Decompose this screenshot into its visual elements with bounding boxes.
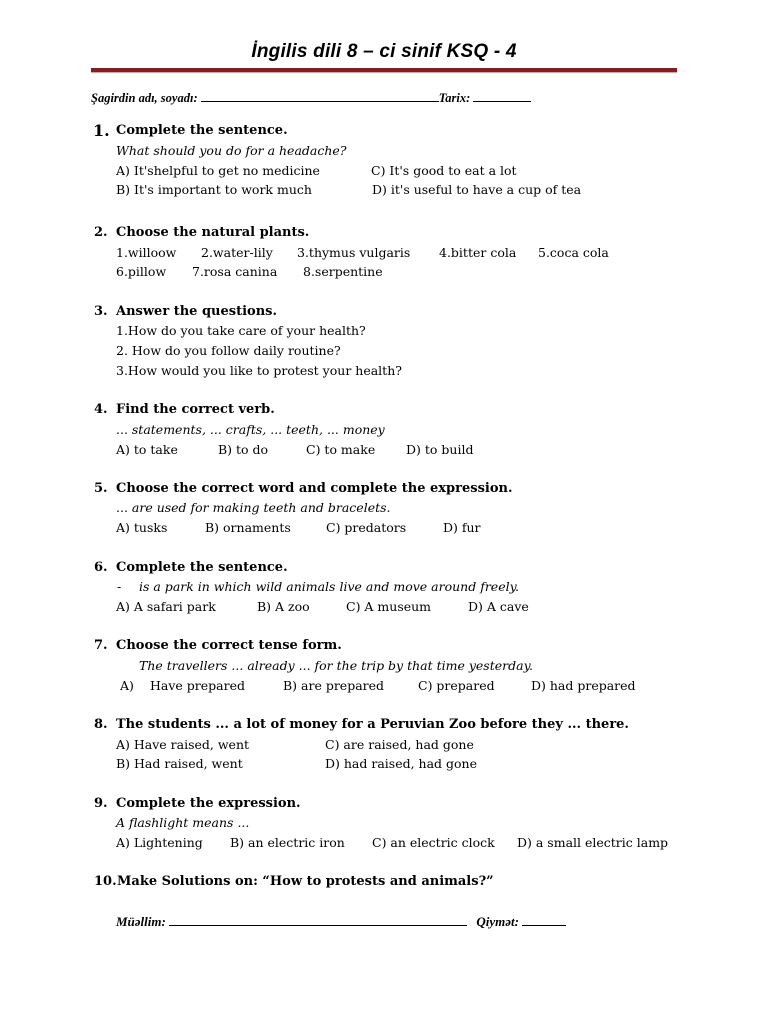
- option-a: A) It'shelpful to get no medicine: [116, 163, 320, 178]
- option-b: B) to do: [218, 442, 269, 457]
- option-d: D) to build: [406, 442, 474, 457]
- plant-item: 5.coca cola: [538, 245, 609, 260]
- option-b: B) It's important to work much: [116, 182, 312, 197]
- option-a: A) A safari park: [116, 599, 216, 614]
- option-c: C) It's good to eat a lot: [371, 163, 517, 178]
- option-b: B) ornaments: [205, 520, 291, 535]
- option-a: A) tusks: [116, 520, 168, 535]
- question-heading: Answer the questions.: [116, 304, 277, 319]
- option-b: B) an electric iron: [230, 835, 345, 850]
- option-a: A) Have raised, went: [116, 737, 250, 752]
- option-c: C) prepared: [418, 678, 495, 693]
- date-label: Tarix:: [438, 91, 471, 105]
- option-b: B) are prepared: [283, 678, 385, 693]
- plant-item: 7.rosa canina: [192, 264, 278, 279]
- question-heading: Complete the expression.: [116, 796, 301, 811]
- option-a: A) Lightening: [116, 835, 203, 850]
- question-number: 2.: [94, 225, 108, 240]
- plant-item: 3.thymus vulgaris: [297, 245, 411, 260]
- question-prompt: ... are used for making teeth and bracelets.: [116, 500, 391, 515]
- option-a-text: Have prepared: [150, 678, 245, 693]
- option-a: A): [120, 678, 134, 693]
- question-line: 3.How would you like to protest your health?: [116, 363, 402, 378]
- question-number: 8.: [94, 717, 108, 732]
- option-c: C) to make: [306, 442, 376, 457]
- name-field[interactable]: [201, 90, 439, 102]
- page-title: İngilis dili 8 – ci sinif KSQ - 4: [251, 41, 517, 62]
- option-d: D) a small electric lamp: [517, 835, 669, 850]
- question-number: 9.: [94, 796, 108, 811]
- question-prompt: A flashlight means ...: [116, 815, 250, 830]
- question-number: 5.: [94, 481, 108, 496]
- question-number: 7.: [94, 638, 108, 653]
- teacher-label: Müəllim:: [116, 914, 166, 929]
- question-heading: Choose the correct word and complete the expression.: [116, 481, 513, 496]
- option-d: D) it's useful to have a cup of tea: [372, 182, 582, 197]
- date-field[interactable]: [473, 90, 531, 102]
- plant-item: 8.serpentine: [303, 264, 383, 279]
- student-info-row: [91, 90, 531, 106]
- grade-label: Qiymət:: [476, 914, 519, 929]
- question-number: 6.: [94, 560, 108, 575]
- teacher-field[interactable]: [169, 913, 467, 926]
- blank-dash: -: [117, 579, 122, 594]
- title-underline: [91, 68, 677, 72]
- plant-item: 1.willoow: [116, 245, 177, 260]
- question-heading: Choose the natural plants.: [116, 225, 310, 240]
- plant-item: 6.pillow: [116, 264, 167, 279]
- plant-item: 2.water-lily: [201, 245, 273, 260]
- teacher-row: [116, 913, 566, 930]
- name-label: Şagirdin adı, soyadı:: [91, 91, 198, 105]
- option-d: D) fur: [443, 520, 481, 535]
- plant-item: 4.bitter cola: [439, 245, 517, 260]
- option-c: C) an electric clock: [372, 835, 495, 850]
- option-d: D) had raised, had gone: [325, 756, 477, 771]
- question-line: 2. How do you follow daily routine?: [116, 343, 341, 358]
- option-c: C) A museum: [346, 599, 432, 614]
- question-number: 3.: [94, 304, 108, 319]
- question-number: 4.: [94, 402, 108, 417]
- question-line: 1.How do you take care of your health?: [116, 323, 366, 338]
- option-a: A) to take: [116, 442, 178, 457]
- question-number: 10.: [94, 874, 117, 889]
- question-number: 1.: [93, 121, 110, 140]
- question-prompt: ... statements, ... crafts, ... teeth, ... money: [116, 422, 385, 437]
- question-heading: Choose the correct tense form.: [116, 638, 342, 653]
- question-heading: Make Solutions on: “How to protests and animals?”: [117, 874, 494, 889]
- question-heading: Complete the sentence.: [116, 123, 288, 138]
- question-heading: The students ... a lot of money for a Peruvian Zoo before they ... there.: [116, 717, 629, 732]
- option-c: C) are raised, had gone: [325, 737, 474, 752]
- question-heading: Complete the sentence.: [116, 560, 288, 575]
- question-prompt: is a park in which wild animals live and move around freely.: [139, 579, 519, 594]
- option-b: B) Had raised, went: [116, 756, 243, 771]
- question-heading: Find the correct verb.: [116, 402, 275, 417]
- option-b: B) A zoo: [257, 599, 310, 614]
- grade-field[interactable]: [522, 913, 566, 926]
- option-c: C) predators: [326, 520, 407, 535]
- option-d: D) had prepared: [531, 678, 636, 693]
- question-prompt: What should you do for a headache?: [116, 143, 347, 158]
- question-prompt: The travellers ... already ... for the trip by that time yesterday.: [139, 658, 533, 673]
- option-d: D) A cave: [468, 599, 529, 614]
